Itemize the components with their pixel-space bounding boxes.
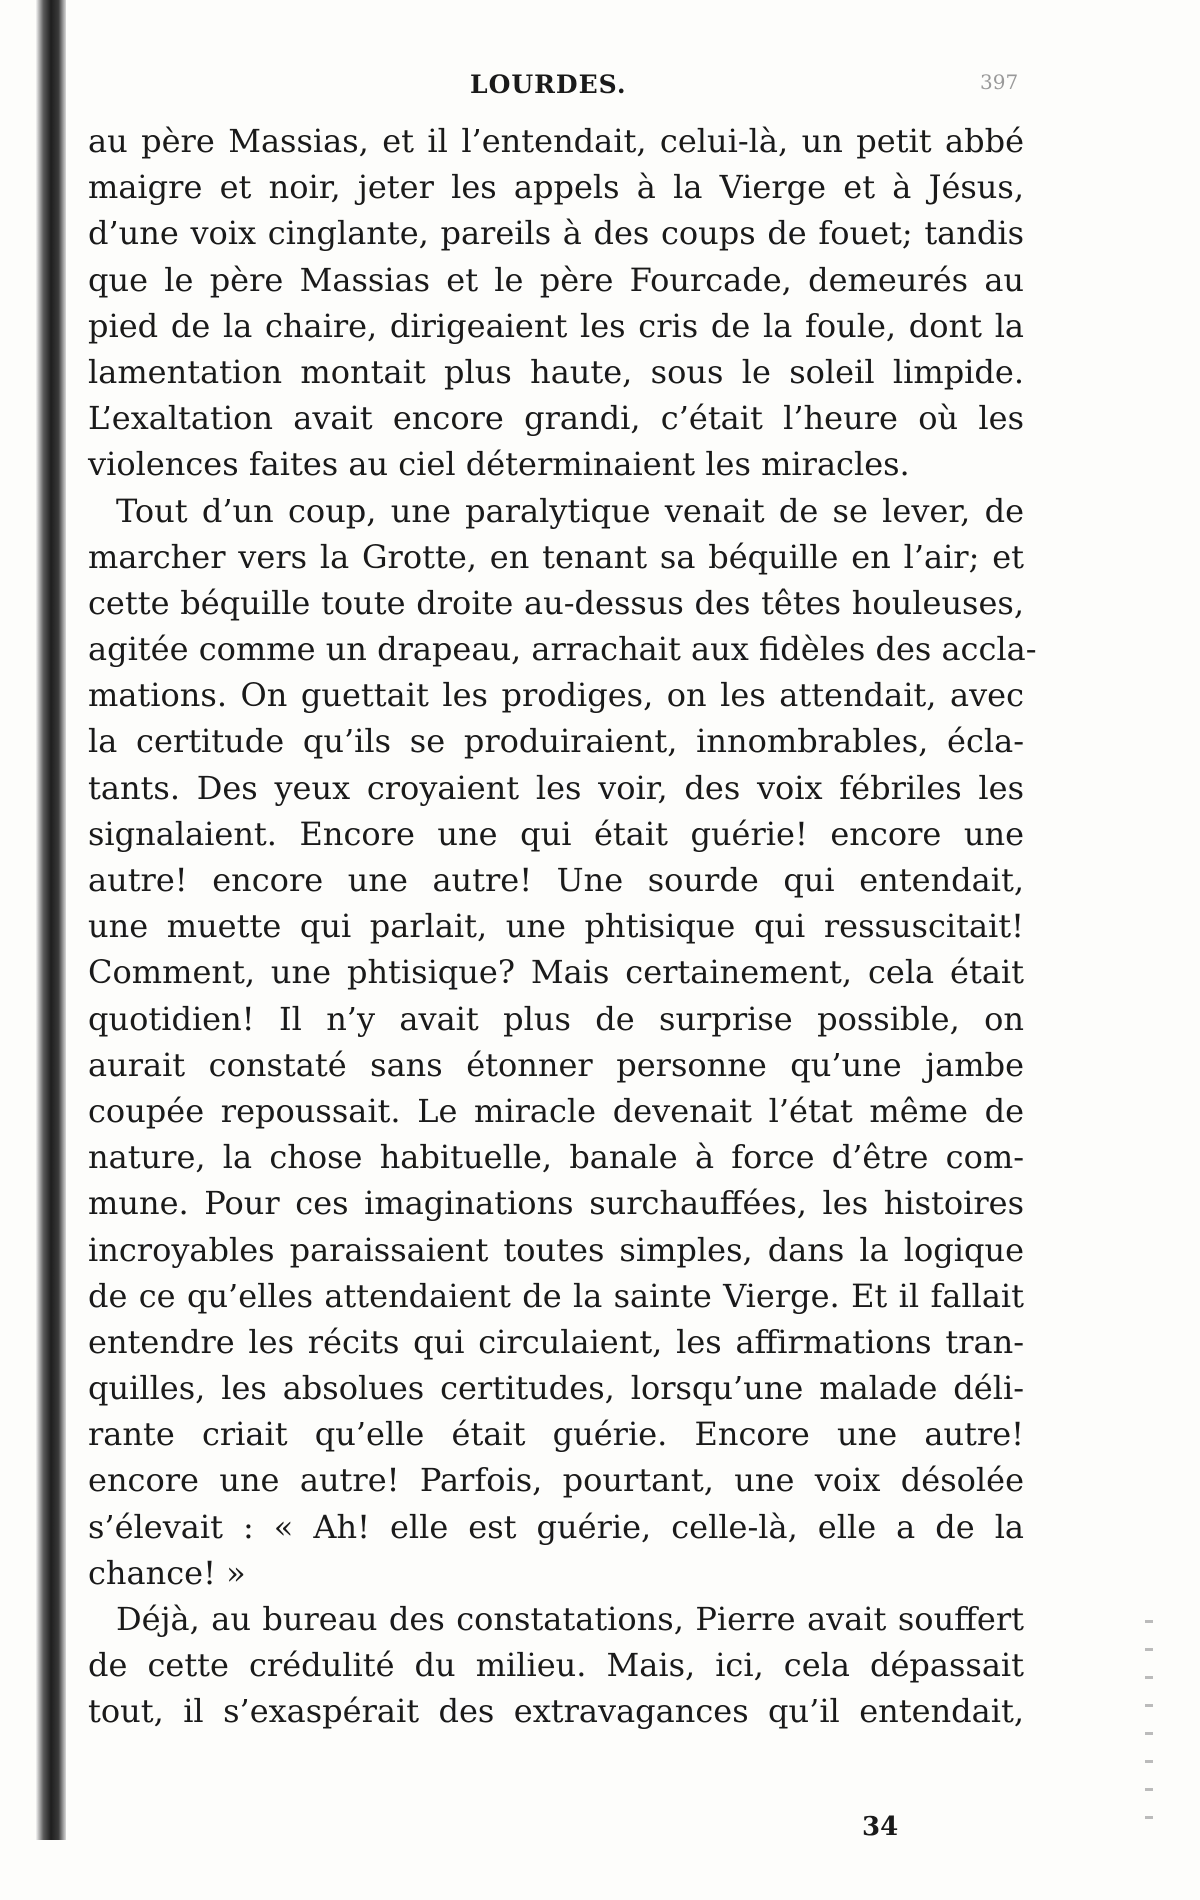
text-line: pied de la chaire, dirigeaient les cris de la foule, dont la: [88, 306, 1024, 345]
text-line: incroyables paraissaient toutes simples, dans la logique: [88, 1230, 1024, 1269]
signature-number: 34: [862, 1812, 899, 1842]
text-line: tout, il s’exaspérait des extravagances qu’il entendait,: [88, 1692, 1024, 1731]
text-line: cette béquille toute droite au-dessus des têtes houleuses,: [88, 583, 1024, 622]
body-text: [88, 118, 1037, 1735]
text-line: que le père Massias et le père Fourcade, demeurés au: [88, 260, 1024, 299]
book-spine-shadow: [36, 0, 66, 1840]
text-line: entendre les récits qui circulaient, les affirmations tran-: [88, 1322, 1024, 1361]
text-line: chance! »: [88, 1553, 246, 1592]
text-line: marcher vers la Grotte, en tenant sa béquille en l’air; et: [88, 537, 1024, 576]
text-line: encore une autre! Parfois, pourtant, une voix désolée: [88, 1461, 1024, 1500]
text-line: L’exaltation avait encore grandi, c’était l’heure où les: [88, 399, 1024, 438]
text-line: d’une voix cinglante, pareils à des coups de fouet; tandis: [88, 214, 1024, 253]
text-line: au père Massias, et il l’entendait, celui-là, un petit abbé: [88, 122, 1024, 160]
text-line: de cette crédulité du milieu. Mais, ici, cela dépassait: [88, 1646, 1024, 1685]
text-line: Comment, une phtisique? Mais certainement, cela était: [88, 953, 1024, 992]
text-line: maigre et noir, jeter les appels à la Vierge et à Jésus,: [88, 168, 1024, 207]
text-line: lamentation montait plus haute, sous le soleil limpide.: [88, 352, 1024, 391]
text-line: mune. Pour ces imaginations surchauffées, les histoires: [88, 1184, 1024, 1223]
text-line: mations. On guettait les prodiges, on les attendait, avec: [88, 676, 1024, 715]
text-line: rante criait qu’elle était guérie. Encore une autre!: [88, 1415, 1024, 1454]
text-line: de ce qu’elles attendaient de la sainte Vierge. Et il fallait: [88, 1276, 1024, 1315]
text-line: violences faites au ciel déterminaient les miracles.: [88, 445, 910, 484]
paragraph-start-line: Tout d’un coup, une paralytique venait de se lever, de: [116, 491, 1024, 530]
page-edge-marks: [1145, 1620, 1153, 1840]
running-title: LOURDES.: [470, 70, 627, 99]
page-number: 397: [980, 70, 1019, 94]
page-header: [0, 70, 1200, 100]
text-line: aurait constaté sans étonner personne qu’une jambe: [88, 1045, 1024, 1084]
text-line: quilles, les absolues certitudes, lorsqu’une malade déli-: [88, 1369, 1024, 1408]
text-line: agitée comme un drapeau, arrachait aux fidèles des accla-: [88, 630, 1037, 669]
paragraph-start-line: Déjà, au bureau des constatations, Pierre avait souffert: [116, 1600, 1024, 1638]
text-line: tants. Des yeux croyaient les voir, des voix fébriles les: [88, 768, 1024, 807]
text-line: autre! encore une autre! Une sourde qui entendait,: [88, 861, 1024, 899]
text-line: signalaient. Encore une qui était guérie! encore une: [88, 814, 1024, 853]
text-line: s’élevait : « Ah! elle est guérie, celle-là, elle a de la: [88, 1507, 1024, 1546]
text-line: nature, la chose habituelle, banale à force d’être com-: [88, 1138, 1024, 1177]
text-line: une muette qui parlait, une phtisique qui ressuscitait!: [88, 907, 1024, 946]
text-line: coupée repoussait. Le miracle devenait l’état même de: [88, 1091, 1024, 1130]
text-line: quotidien! Il n’y avait plus de surprise possible, on: [88, 999, 1024, 1038]
text-line: la certitude qu’ils se produiraient, innombrables, écla-: [88, 722, 1024, 761]
